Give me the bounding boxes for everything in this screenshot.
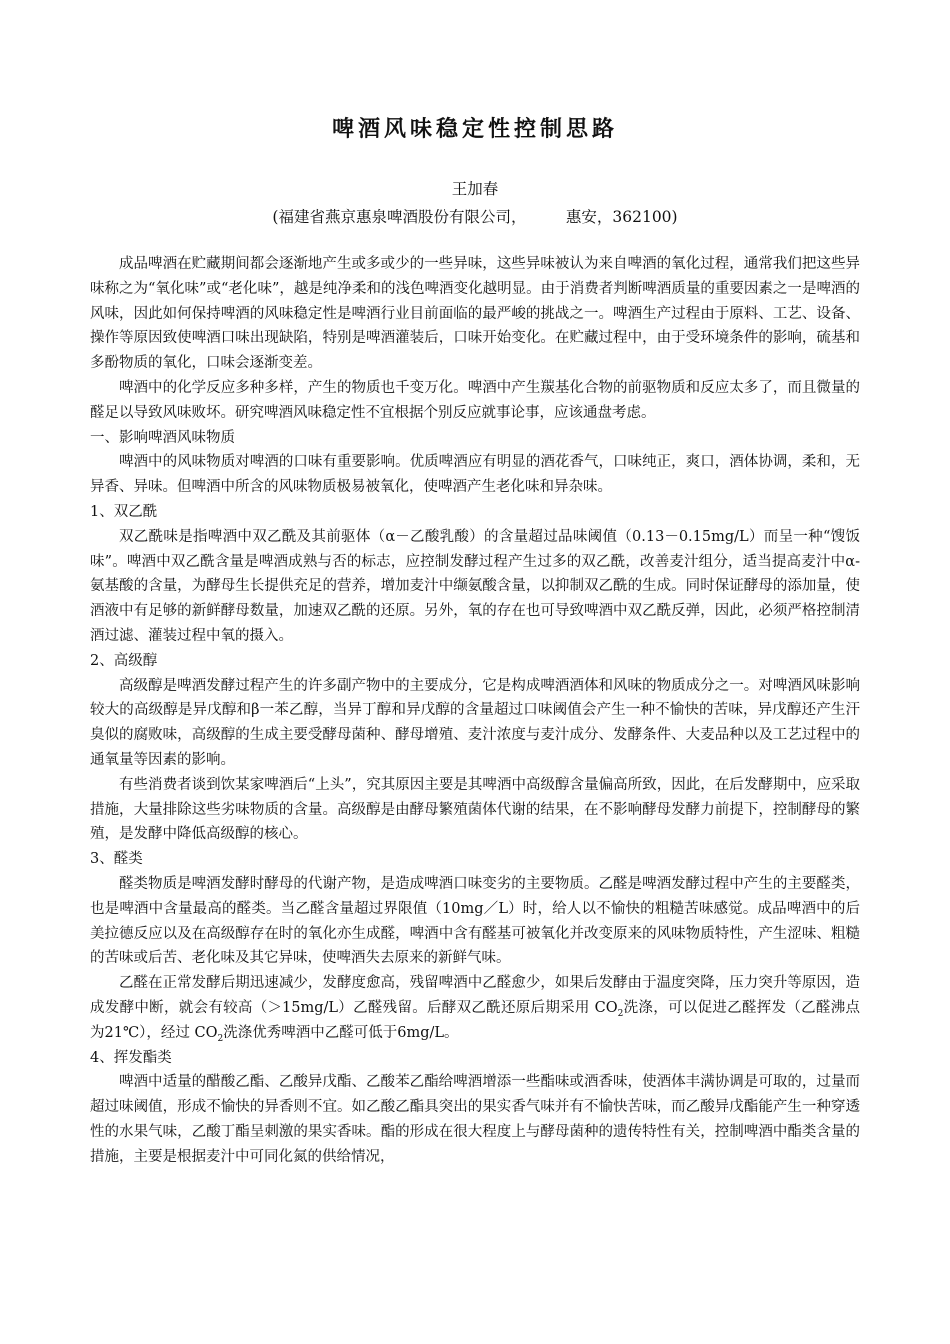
affiliation: (福建省燕京惠泉啤酒股份有限公司， 惠安，362100) xyxy=(272,208,678,226)
paragraph xyxy=(90,971,860,1045)
paragraph: 啤酒中的化学反应多种多样，产生的物质也千变万化。啤酒中产生羰基化合物的前驱物质和反应太多了，而且微量的醛足以导致风味败坏。研究啤酒风味稳定性不宜根据个别反应就事论事，应该通盘考虑。 xyxy=(90,379,860,421)
paragraph: 高级醇是啤酒发酵过程产生的许多副产物中的主要成分，它是构成啤酒酒体和风味的物质成分之一。对啤酒风味影响较大的高级醇是异戊醇和β一苯乙醇，当异丁醇和异戊醇的含量超过口味阈值会产生一种不愉快的苦味，异戊醇还产生汗臭似的腐败味，高级醇的生成主要受酵母菌种、酵母增殖、麦汁浓度与麦汁成分、发酵条件、大麦品种以及工艺过程中的通氧量等因素的影响。 xyxy=(90,677,860,768)
subscript: 2 xyxy=(617,1008,624,1019)
subsection-heading: 1、双乙酰 xyxy=(90,503,158,520)
subsection-heading: 4、挥发酯类 xyxy=(90,1049,172,1066)
paragraph: 有些消费者谈到饮某家啤酒后“上头”，究其原因主要是其啤酒中高级醇含量偏高所致，因此，在后发酵期中，应采取措施，大量排除这些劣味物质的含量。高级醇是由酵母繁殖菌体代谢的结果，在不影响酵母发酵力前提下，控制酵母的繁殖，是发酵中降低高级醇的核心。 xyxy=(90,776,860,843)
paragraph: 啤酒中适量的醋酸乙酯、乙酸异戊酯、乙酸苯乙酯给啤酒增添一些酯味或酒香味，使酒体丰满协调是可取的，过量而超过味阈值，形成不愉快的异香则不宜。如乙酸乙酯具突出的果实香气味并有不愉快苦味，而乙酸异戊酯能产生一种穿透性的水果气味，乙酸丁酯呈刺激的果实香味。酯的形成在很大程度上与酵母菌种的遗传特性有关，控制啤酒中酯类含量的措施，主要是根据麦汁中可同化氮的供给情况， xyxy=(90,1074,860,1165)
paragraph: 啤酒中的风味物质对啤酒的口味有重要影响。优质啤酒应有明显的酒花香气，口味纯正，爽口，酒体协调，柔和，无异香、异味。但啤酒中所含的风味物质极易被氧化，使啤酒产生老化味和异杂味。 xyxy=(90,454,860,496)
paragraph: 双乙酰味是指啤酒中双乙酰及其前驱体（α－乙酸乳酸）的含量超过品味阈值（0.13－0.15mg/L）而呈一种“馊饭味”。啤酒中双乙酰含量是啤酒成熟与否的标志，应控制发酵过程产生过多的双乙酰，改善麦汁组分，适当提高麦汁中α-氨基酸的含量，为酵母生长提供充足的营养，增加麦汁中缬氨酸含量，以抑制双乙酰的生成。同时保证酵母的添加量，使酒液中有足够的新鲜酵母数量，加速双乙酰的还原。另外，氧的存在也可导致啤酒中双乙酰反弹，因此，必须严格控制清酒过滤、灌装过程中氧的摄入。 xyxy=(90,528,860,644)
author: 王加春 xyxy=(451,180,499,198)
section-heading: 一、影响啤酒风味物质 xyxy=(90,429,235,446)
subsection-heading: 3、醛类 xyxy=(90,851,143,868)
paragraph-segment: 洗涤，可以促进乙醛挥发（乙醛沸点为21℃），经过 CO xyxy=(90,999,860,1041)
article-body xyxy=(90,252,860,1169)
paragraph: 醛类物质是啤酒发酵时酵母的代谢产物，是造成啤酒口味变劣的主要物质。乙醛是啤酒发酵过程中产生的主要醛类，也是啤酒中含量最高的醛类。当乙醛含量超过界限值（10mg／L）时，给人以不愉快的粗糙苦味感觉。成品啤酒中的后美拉德反应以及在高级醇存在时的氧化亦生成醛，啤酒中含有醛基可被氧化并改变原来的风味物质特性，产生涩味、粗糙的苦味或后苦、老化味及其它异味，使啤酒失去原来的新鲜气味。 xyxy=(90,875,860,967)
paragraph: 成品啤酒在贮藏期间都会逐渐地产生或多或少的一些异味，这些异味被认为来自啤酒的氧化过程，通常我们把这些异味称之为“氧化味”或“老化味”，越是纯净柔和的浅色啤酒变化越明显。由于消费者判断啤酒质量的重要因素之一是啤酒的风味，因此如何保持啤酒的风味稳定性是啤酒行业目前面临的最严峻的挑战之一。啤酒生产过程由于原料、工艺、设备、操作等原因致使啤酒口味出现缺陷，特别是啤酒灌装后，口味开始变化。在贮藏过程中，由于受环境条件的影响，硫基和多酚物质的氧化，口味会逐渐变差。 xyxy=(90,256,860,372)
paragraph-segment: 乙醛在正常发酵后期迅速减少，发酵度愈高，残留啤酒中乙醛愈少，如果后发酵由于温度突降，压力突升等原因，造成发酵中断，就会有较高（＞15mg/L）乙醛残留。后酵双乙酰还原后期采用 CO xyxy=(90,975,860,1016)
subscript: 2 xyxy=(217,1033,224,1044)
paragraph-segment: 洗涤优秀啤酒中乙醛可低于6mg/L。 xyxy=(223,1024,459,1041)
page-title: 啤酒风味稳定性控制思路 xyxy=(331,117,618,142)
subsection-heading: 2、高级醇 xyxy=(90,652,158,669)
